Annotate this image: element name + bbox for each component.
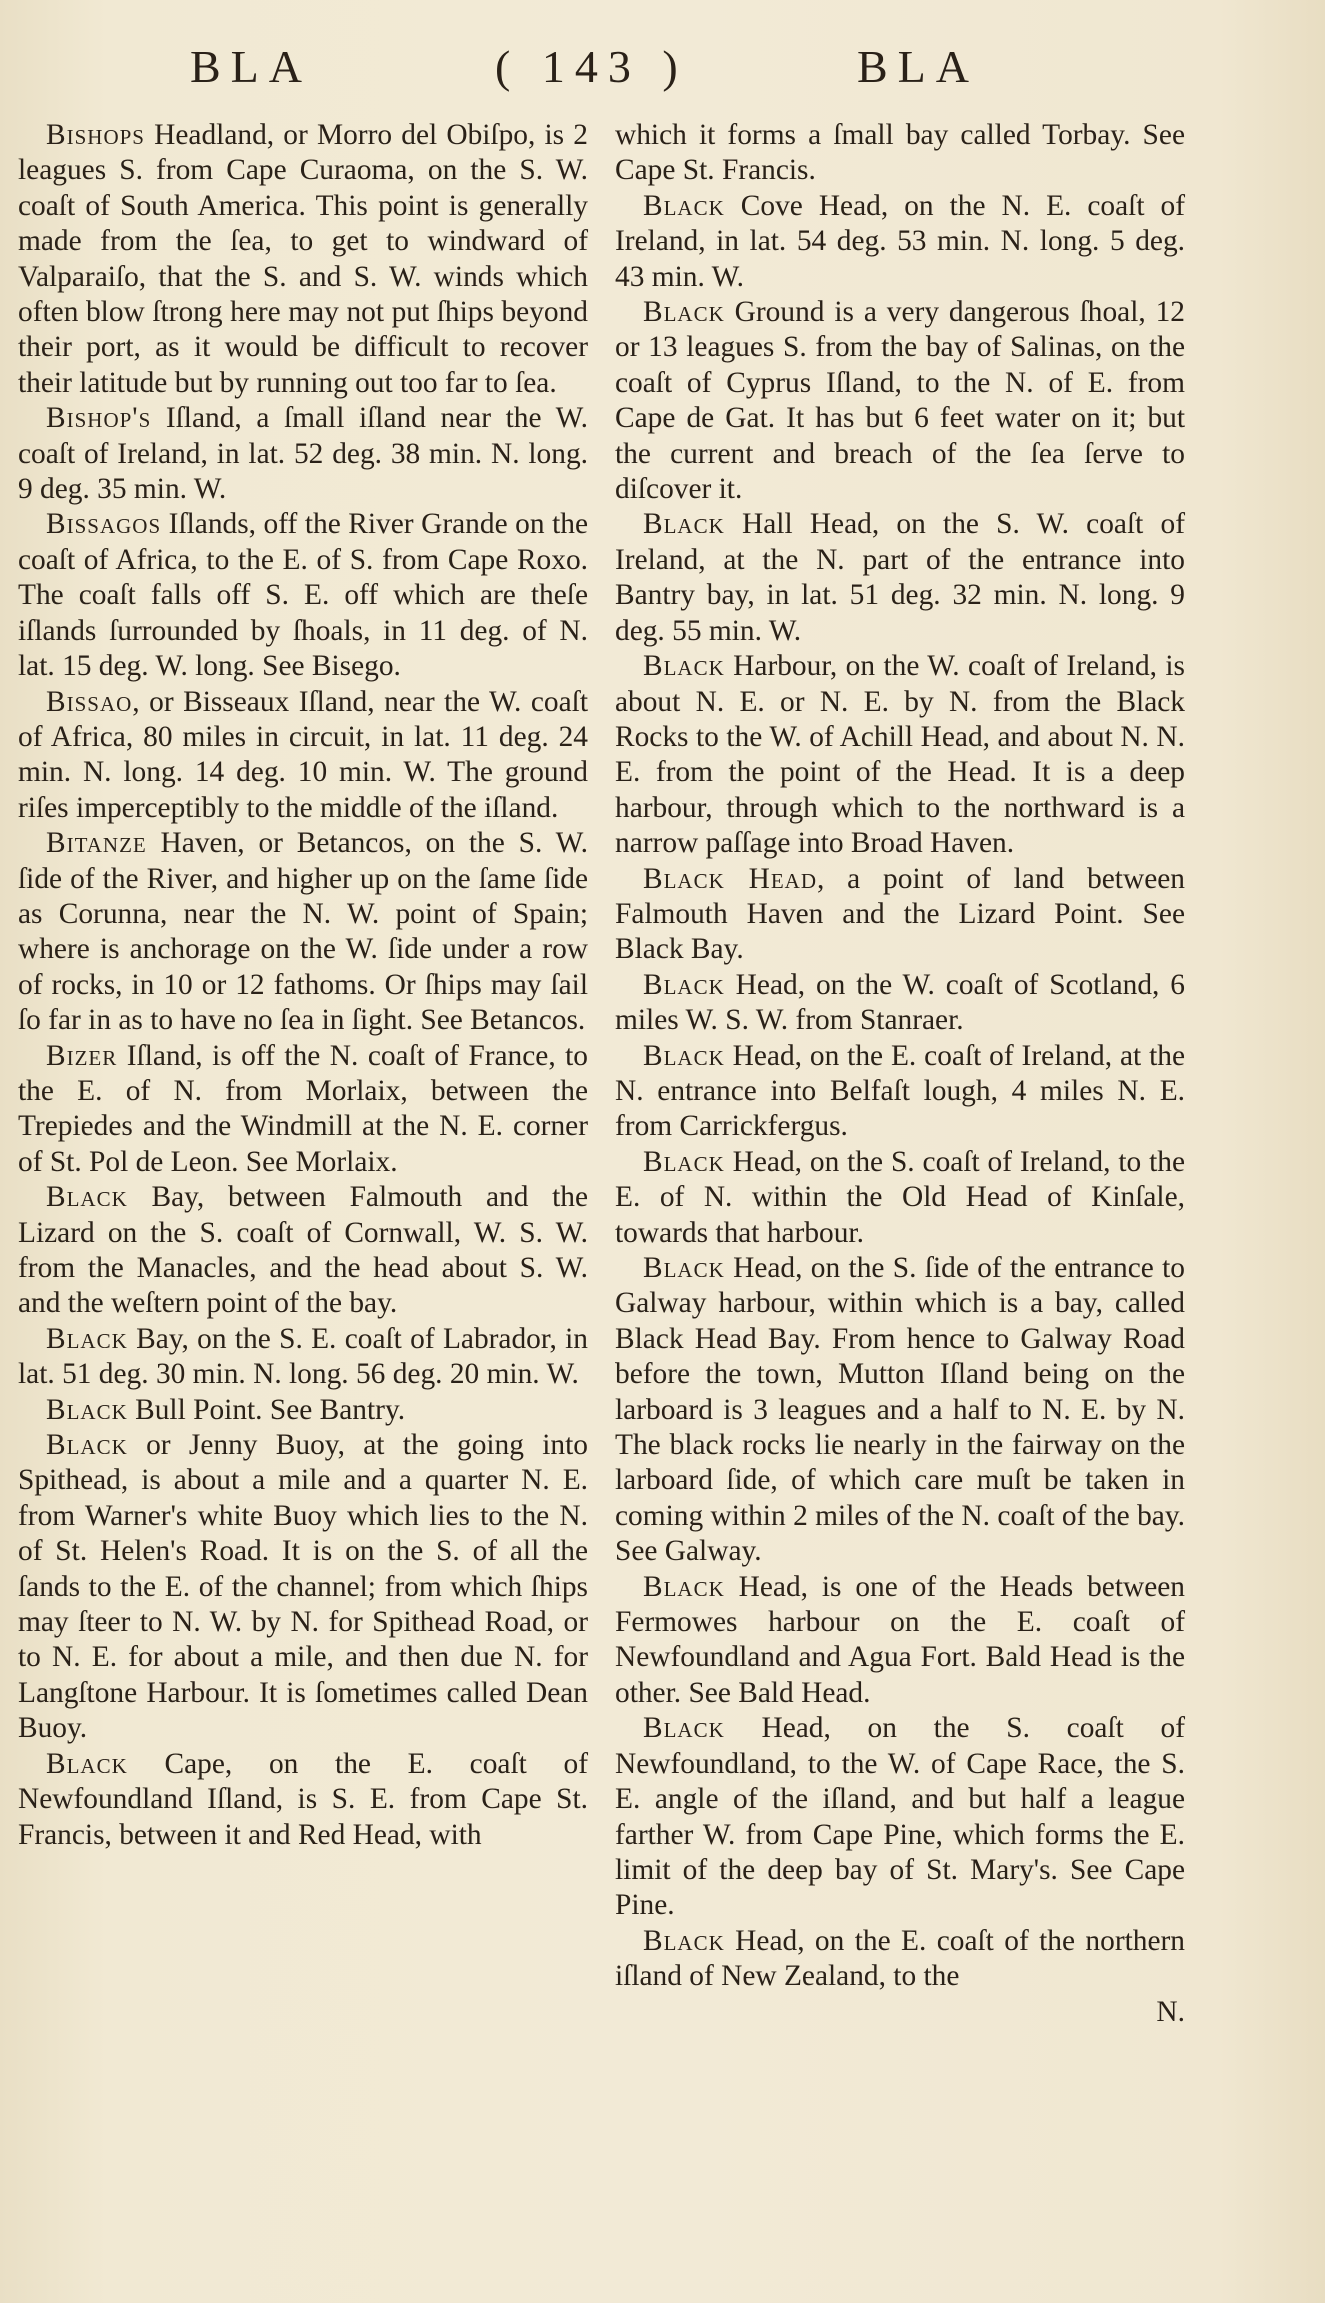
page-number: ( 143 ) [495,41,688,92]
entry-head: Bissao [46,685,133,718]
entry-head: Bitanze [46,827,147,860]
entry-head: Bizer [46,1039,118,1072]
entry-head: Black [643,1039,725,1072]
entry [615,1145,1185,1251]
entry-head: Black [46,1747,128,1780]
entry-head: Black [643,650,725,683]
entry [18,826,588,1038]
entry-text: Iſlands, off the River Grande on the coaſt of Africa, to the E. of S. from Cape Roxo. The coaſt falls off S. E. off which are theſe iſlands ſurrounded by ſhoals, in 11 deg. of N. lat. 15 deg. W. long. See Bisego. [18,508,588,683]
entry-text: , a point of land between Falmouth Haven and the Lizard Point. See Black Bay. [615,862,1185,966]
entry-head: Bishops [46,119,145,151]
entry-head: Bissagos [46,508,162,541]
entry [615,1711,1185,1923]
entry-head: Black [46,1429,128,1462]
entry-text: Hall Head, on the S. W. coaſt of Ireland, at the N. part of the entrance into Bantry bay, in lat. 51 deg. 32 min. N. long. 9 deg. 55 min. W. [615,508,1185,647]
entry [18,118,588,401]
entry-head: Black [643,1924,725,1957]
entry-text: Haven, or Betancos, on the S. W. ſide of the River, and higher up on the ſame ſide as Corunna, near the N. W. point of Spain; where is anchorage on the W. ſide under a row of rocks, in 10 or 12 fathoms. Or ſhips may ſail ſo far in as to have no ſea in ſight. See Betancos. [18,827,588,1037]
entry-text: Cape, on the E. coaſt of Newfoundland Iſland, is S. E. from Cape St. Francis, between it and Red Head, with [18,1747,588,1851]
entry-text: Ground is a very dangerous ſhoal, 12 or 13 leagues S. from the bay of Salinas, on the coaſt of Cyprus Iſland, to the N. of E. from Cape de Gat. It has but 6 feet water on it; but the current and breach of the ſea ſerve to diſcover it. [615,296,1185,506]
entry-head: Black [46,1181,128,1214]
entry-head: Black Head [643,862,817,895]
entry-text: , or Bisseaux Iſland, near the W. coaſt of Africa, 80 miles in circuit, in lat. 11 deg. 24 min. N. long. 14 deg. 10 min. W. The ground riſes imperceptibly to the middle of the iſland. [18,685,588,824]
entry [615,507,1185,649]
entry [615,968,1185,1039]
entry-head: Black [643,508,725,541]
entry [615,1570,1185,1712]
entry-text: Cove Head, on the N. E. coaſt of Ireland, in lat. 54 deg. 53 min. N. long. 5 deg. 43 min. W. [615,189,1185,293]
entry-head: Black [46,1322,128,1355]
entry-continuation [615,118,1185,189]
entry-text: Head, on the S. coaſt of Ireland, to the E. of N. within the Old Head of Kinſale, towards that harbour. [615,1145,1185,1249]
entry-head: Bishop's [46,402,152,435]
entry-head: Black [643,1252,725,1284]
entry-head: Black [643,189,725,222]
entry [615,1039,1185,1145]
entry-text: Harbour, on the W. coaſt of Ireland, is about N. E. or N. E. by N. from the Black Rocks to the W. of Achill Head, and about N. N. E. from the point of the Head. It is a deep harbour, through which to the northward is a narrow paſſage into Broad Haven. [615,650,1185,860]
entry-text: which it forms a ſmall bay called Torbay. See Cape St. Francis. [615,119,1185,187]
entry-head: Black [643,1570,725,1603]
left-column [18,118,588,1853]
entry [615,295,1185,507]
entry-text: Head, on the E. coaſt of the northern iſland of New Zealand, to the [615,1924,1185,1993]
entry-text: Headland, or Morro del Obiſpo, is 2 leagues S. from Cape Curaoma, on the S. W. coaſt of South America. This point is generally made from the ſea, to get to windward of Valparaiſo, that the S. and S. W. winds which often blow ſtrong here may not put ſhips beyond their port, as it would be difficult to recover their latitude but by running out too far to ſea. [18,119,588,399]
entry [615,649,1185,861]
entry-text: Head, on the S. ſide of the entrance to Galway harbour, within which is a bay, called Black Head Bay. From hence to Galway Road before the town, Mutton Iſland being on the larboard is 3 leagues and a half to N. E. by N. The black rocks lie nearly in the fairway on the larboard ſide, of which care muſt be taken in coming within 2 miles of the N. coaſt of the bay. See Galway. [615,1252,1185,1568]
running-header [0,40,1325,110]
header-left-word: BLA [190,41,312,92]
right-column [615,118,1185,2030]
entry [18,685,588,827]
entry-text: Iſland, a ſmall iſland near the W. coaſt of Ireland, in lat. 52 deg. 38 min. N. long. 9 deg. 35 min. W. [18,402,588,506]
entry [18,1393,588,1428]
entry [615,1251,1185,1570]
entry-head: Black [643,1712,725,1745]
entry-text: Bay, on the S. E. coaſt of Labrador, in lat. 51 deg. 30 min. N. long. 56 deg. 20 min. W. [18,1322,588,1391]
entry [18,1039,588,1181]
entry-text: Head, is one of the Heads between Fermowes harbour on the E. coaſt of Newfoundland and Agua Fort. Bald Head is the other. See Bald Head. [615,1570,1185,1709]
entry-text: Head, on the W. coaſt of Scotland, 6 miles W. S. W. from Stanraer. [615,968,1185,1037]
entry-text: Head, on the S. coaſt of Newfoundland, to the W. of Cape Race, the S. E. angle of the iſland, and but half a league farther W. from Cape Pine, which forms the E. limit of the deep bay of St. Mary's. See Cape Pine. [615,1712,1185,1922]
entry [18,401,588,507]
entry [18,1747,588,1853]
catchword: N. [1156,1995,1185,2028]
entry-text: Bull Point. See Bantry. [127,1393,406,1426]
entry-text: Bay, between Falmouth and the Lizard on the S. coaſt of Cornwall, W. S. W. from the Manacles, and the head about S. W. and the weſtern point of the bay. [18,1181,588,1320]
entry [18,1180,588,1322]
entry-text: or Jenny Buoy, at the going into Spithead, is about a mile and a quarter N. E. from Warner's white Buoy which lies to the N. of St. Helen's Road. It is on the S. of all the ſands to the E. of the channel; from which ſhips may ſteer to N. W. by N. for Spithead Road, or to N. E. for about a mile, and then due N. for Langſtone Harbour. It is ſometimes called Dean Buoy. [18,1429,588,1745]
entry [18,1322,588,1393]
entry-text: Iſland, is off the N. coaſt of France, to the E. of N. from Morlaix, between the Trepiedes and the Windmill at the N. E. corner of St. Pol de Leon. See Morlaix. [18,1039,588,1178]
entry-head: Black [643,296,725,329]
entry [18,507,588,684]
entry-head: Black [643,968,725,1001]
entry-text: Head, on the E. coaſt of Ireland, at the N. entrance into Belfaſt lough, 4 miles N. E. from Carrickfergus. [615,1039,1185,1143]
entry [615,862,1185,968]
entry [18,1428,588,1747]
header-right-word: BLA [857,41,979,92]
entry [615,189,1185,295]
entry-head: Black [643,1145,725,1178]
entry [615,1924,1185,1995]
entry-head: Black [46,1393,128,1426]
